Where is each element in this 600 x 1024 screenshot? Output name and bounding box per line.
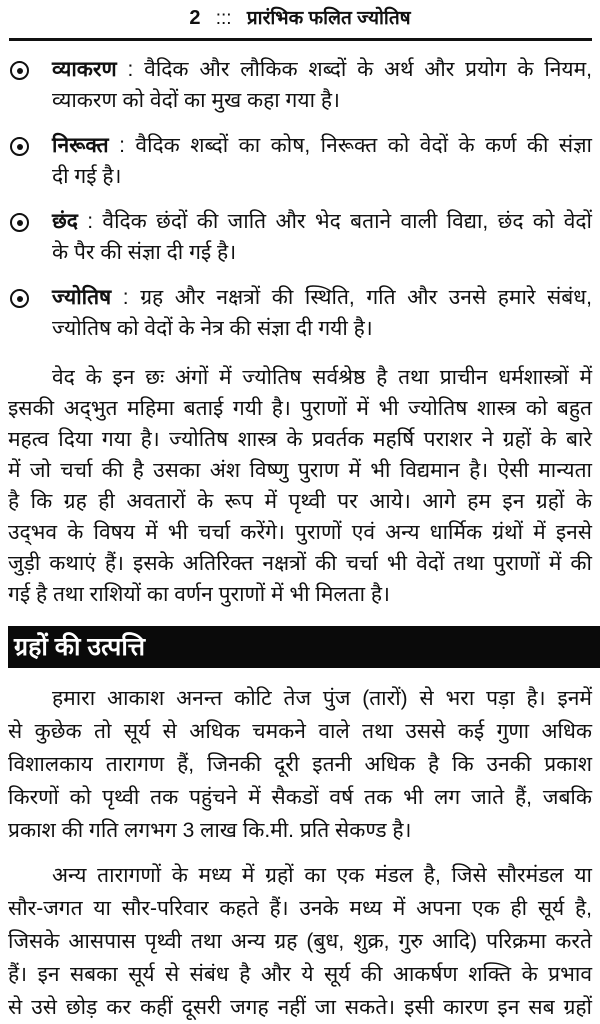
circled-dot-bullet-icon (10, 213, 29, 232)
bullet-item (8, 282, 592, 344)
text-line (52, 130, 592, 161)
circled-dot-bullet-icon (10, 61, 29, 80)
header-rule (9, 38, 592, 41)
text-line: अन्य तारागणों के मध्य में ग्रहों का एक मंडल है, जिसे सौरमंडल या (52, 864, 592, 887)
page-content (8, 54, 592, 1024)
bullet-term: निरूक्त (52, 134, 109, 157)
bullet-item (8, 206, 592, 268)
paragraph-solar-system (8, 859, 592, 1024)
section-heading: ग्रहों की उत्पत्ति (8, 626, 600, 668)
text-line: है कि ग्रह ही अवतारों के रूप में पृथ्वी पर आये। आगे हम इन ग्रहों के (8, 490, 592, 513)
bullet-item (8, 130, 592, 192)
running-header (0, 4, 600, 30)
circled-dot-bullet-icon (10, 137, 29, 156)
text-line: में जो चर्चा की है उसका अंश विष्णु पुराण में भी विद्यमान है। ऐसी मान्यता (8, 459, 592, 482)
header-separator: ::: (215, 8, 232, 29)
text-line: गई है तथा राशियों का वर्णन पुराणों में भी मिलता है। (8, 583, 390, 606)
bullet-text: : वैदिक और लौकिक शब्दों के अर्थ और प्रयोग के नियम, (127, 58, 592, 81)
text-line: इसकी अद्‌भुत महिमा बताई गयी है। पुराणों में भी ज्योतिष शास्त्र को बहुत (8, 397, 592, 420)
bullet-term: ज्योतिष (52, 286, 112, 309)
book-title: प्रारंभिक फलित ज्योतिष (246, 8, 411, 29)
text-line: वेद के इन छः अंगों में ज्योतिष सर्वश्रेष्ठ है तथा प्राचीन धर्मशास्त्रों में (52, 366, 592, 389)
text-line (52, 54, 592, 85)
text-line: हैं। इन सबका सूर्य से संबंध है और ये सूर्य की आकर्षण शक्ति के प्रभाव (8, 963, 592, 986)
bullet-text: : वैदिक शब्दों का कोष, निरूक्त को वेदों के कर्ण की संज्ञा (119, 134, 592, 157)
paragraph-vedanga (8, 362, 592, 610)
bullet-term: छंद (52, 210, 78, 233)
bullet-term: व्याकरण (52, 58, 117, 81)
text-line: से कुछेक तो सूर्य से अधिक चमकने वाले तथा उससे कई गुणा अधिक (8, 720, 592, 743)
text-line: विशालकाय तारागण हैं, जिनकी दूरी इतनी अधिक है कि उनकी प्रकाश (8, 753, 592, 776)
circled-dot-bullet-icon (10, 289, 29, 308)
text-line: हमारा आकाश अनन्त कोटि तेज पुंज (तारों) से भरा पड़ा है। इनमें (52, 687, 592, 710)
bullet-text: : ग्रह और नक्षत्रों की स्थिति, गति और उनसे हमारे संबंध, (122, 286, 592, 309)
bullet-text: : वैदिक छंदों की जाति और भेद बताने वाली विद्या, छंद को वेदों (87, 210, 592, 233)
text-line: उद्‌भव के विषय में भी चर्चा करेंगे। पुराणों एवं अन्य धार्मिक ग्रंथों में इनसे (8, 521, 592, 544)
text-line: के पैर की संज्ञा दी गई है। (52, 241, 237, 264)
paragraph-sky (8, 682, 592, 847)
text-line: व्याकरण को वेदों का मुख कहा गया है। (52, 89, 340, 112)
bullet-list (8, 54, 592, 344)
text-line: से उसे छोड़ कर कहीं दूसरी जगह नहीं जा सकते। इसी कारण इन सब ग्रहों (8, 996, 592, 1019)
text-line: दी गई है। (52, 165, 122, 188)
page-number: 2 (189, 7, 201, 29)
text-line: प्रकाश की गति लगभग 3 लाख कि.मी. प्रति सेकण्ड है। (8, 819, 412, 842)
text-line: जिसके आसपास पृथ्वी तथा अन्य ग्रह (बुध, शुक्र, गुरु आदि) परिक्रमा करते (8, 930, 592, 953)
text-line: किरणों को पृथ्वी तक पहुंचने में सैकडों वर्ष तक भी लग जाते हैं, जबकि (8, 786, 592, 809)
text-line: ज्योतिष को वेदों के नेत्र की संज्ञा दी गयी है। (52, 317, 373, 340)
text-line (52, 282, 592, 313)
text-line: सौर-जगत या सौर-परिवार कहते हैं। उनके मध्य में अपना एक ही सूर्य है, (8, 897, 592, 920)
text-line: महत्व दिया गया है। ज्योतिष शास्त्र के प्रवर्तक महर्षि पराशर ने ग्रहों के बारे (8, 428, 592, 451)
text-line (52, 206, 592, 237)
text-line: जुड़ी कथाएं हैं। इसके अतिरिक्त नक्षत्रों की चर्चा भी वेदों तथा पुराणों में की (8, 552, 592, 575)
bullet-item (8, 54, 592, 116)
